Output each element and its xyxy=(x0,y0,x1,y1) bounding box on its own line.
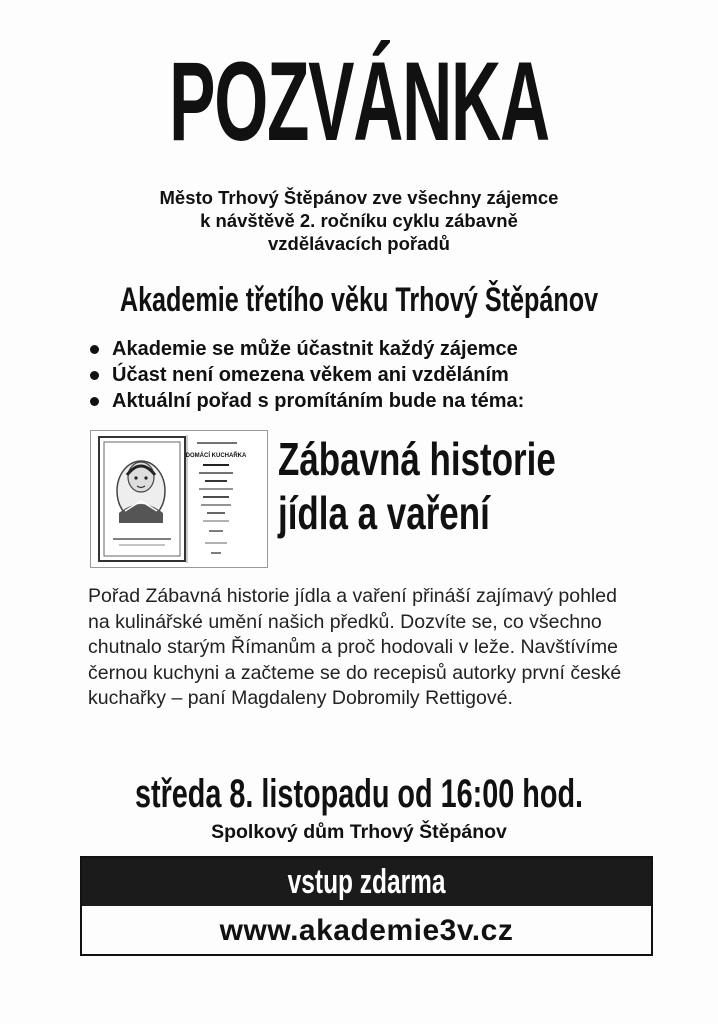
event-topic xyxy=(278,432,556,540)
admission-label: vstup zdarma xyxy=(287,863,446,901)
bullet-item: Účast není omezena věkem ani vzděláním xyxy=(88,362,524,388)
bullet-item: Aktuální pořad s promítáním bude na téma: xyxy=(88,388,524,414)
info-bullet-list xyxy=(88,336,524,414)
intro-line: Město Trhový Štěpánov zve všechny zájemce xyxy=(159,187,559,208)
event-description: Pořad Zábavná historie jídla a vaření přináší zajímavý pohled na kulinářské umění našich předků. Dozvíte se, co všechno chutnalo starým Římanům a proč hodovali v leže. Navštívíme černou kuchyni a začteme se do recepisů autorky první české kuchařky – paní Magdaleny Dobromily Rettigové. xyxy=(88,585,622,709)
event-date: středa 8. listopadu od 16:00 hod. xyxy=(134,772,584,816)
intro-line: vzdělávacích pořadů xyxy=(268,233,450,254)
intro-line: k návštěvě 2. ročníku cyklu zábavně xyxy=(200,210,518,231)
topic-line: jídla a vaření xyxy=(278,487,490,539)
bullet-item: Akademie se může účastnit každý zájemce xyxy=(88,336,524,362)
cookbook-title-text: DOMÁCÍ KUCHAŘKA xyxy=(185,453,247,459)
intro-text xyxy=(0,186,718,255)
academy-title: Akademie třetího věku Trhový Štěpánov xyxy=(119,281,599,319)
cookbook-image xyxy=(90,430,268,568)
admission-banner xyxy=(82,858,651,906)
topic-line: Zábavná historie xyxy=(278,433,556,485)
website-link[interactable]: www.akademie3v.cz xyxy=(219,914,514,947)
cookbook-illustration xyxy=(91,431,267,567)
admission-box xyxy=(80,856,653,956)
event-venue: Spolkový dům Trhový Štěpánov xyxy=(211,821,507,843)
invitation-title: POZVÁNKA xyxy=(169,39,549,164)
